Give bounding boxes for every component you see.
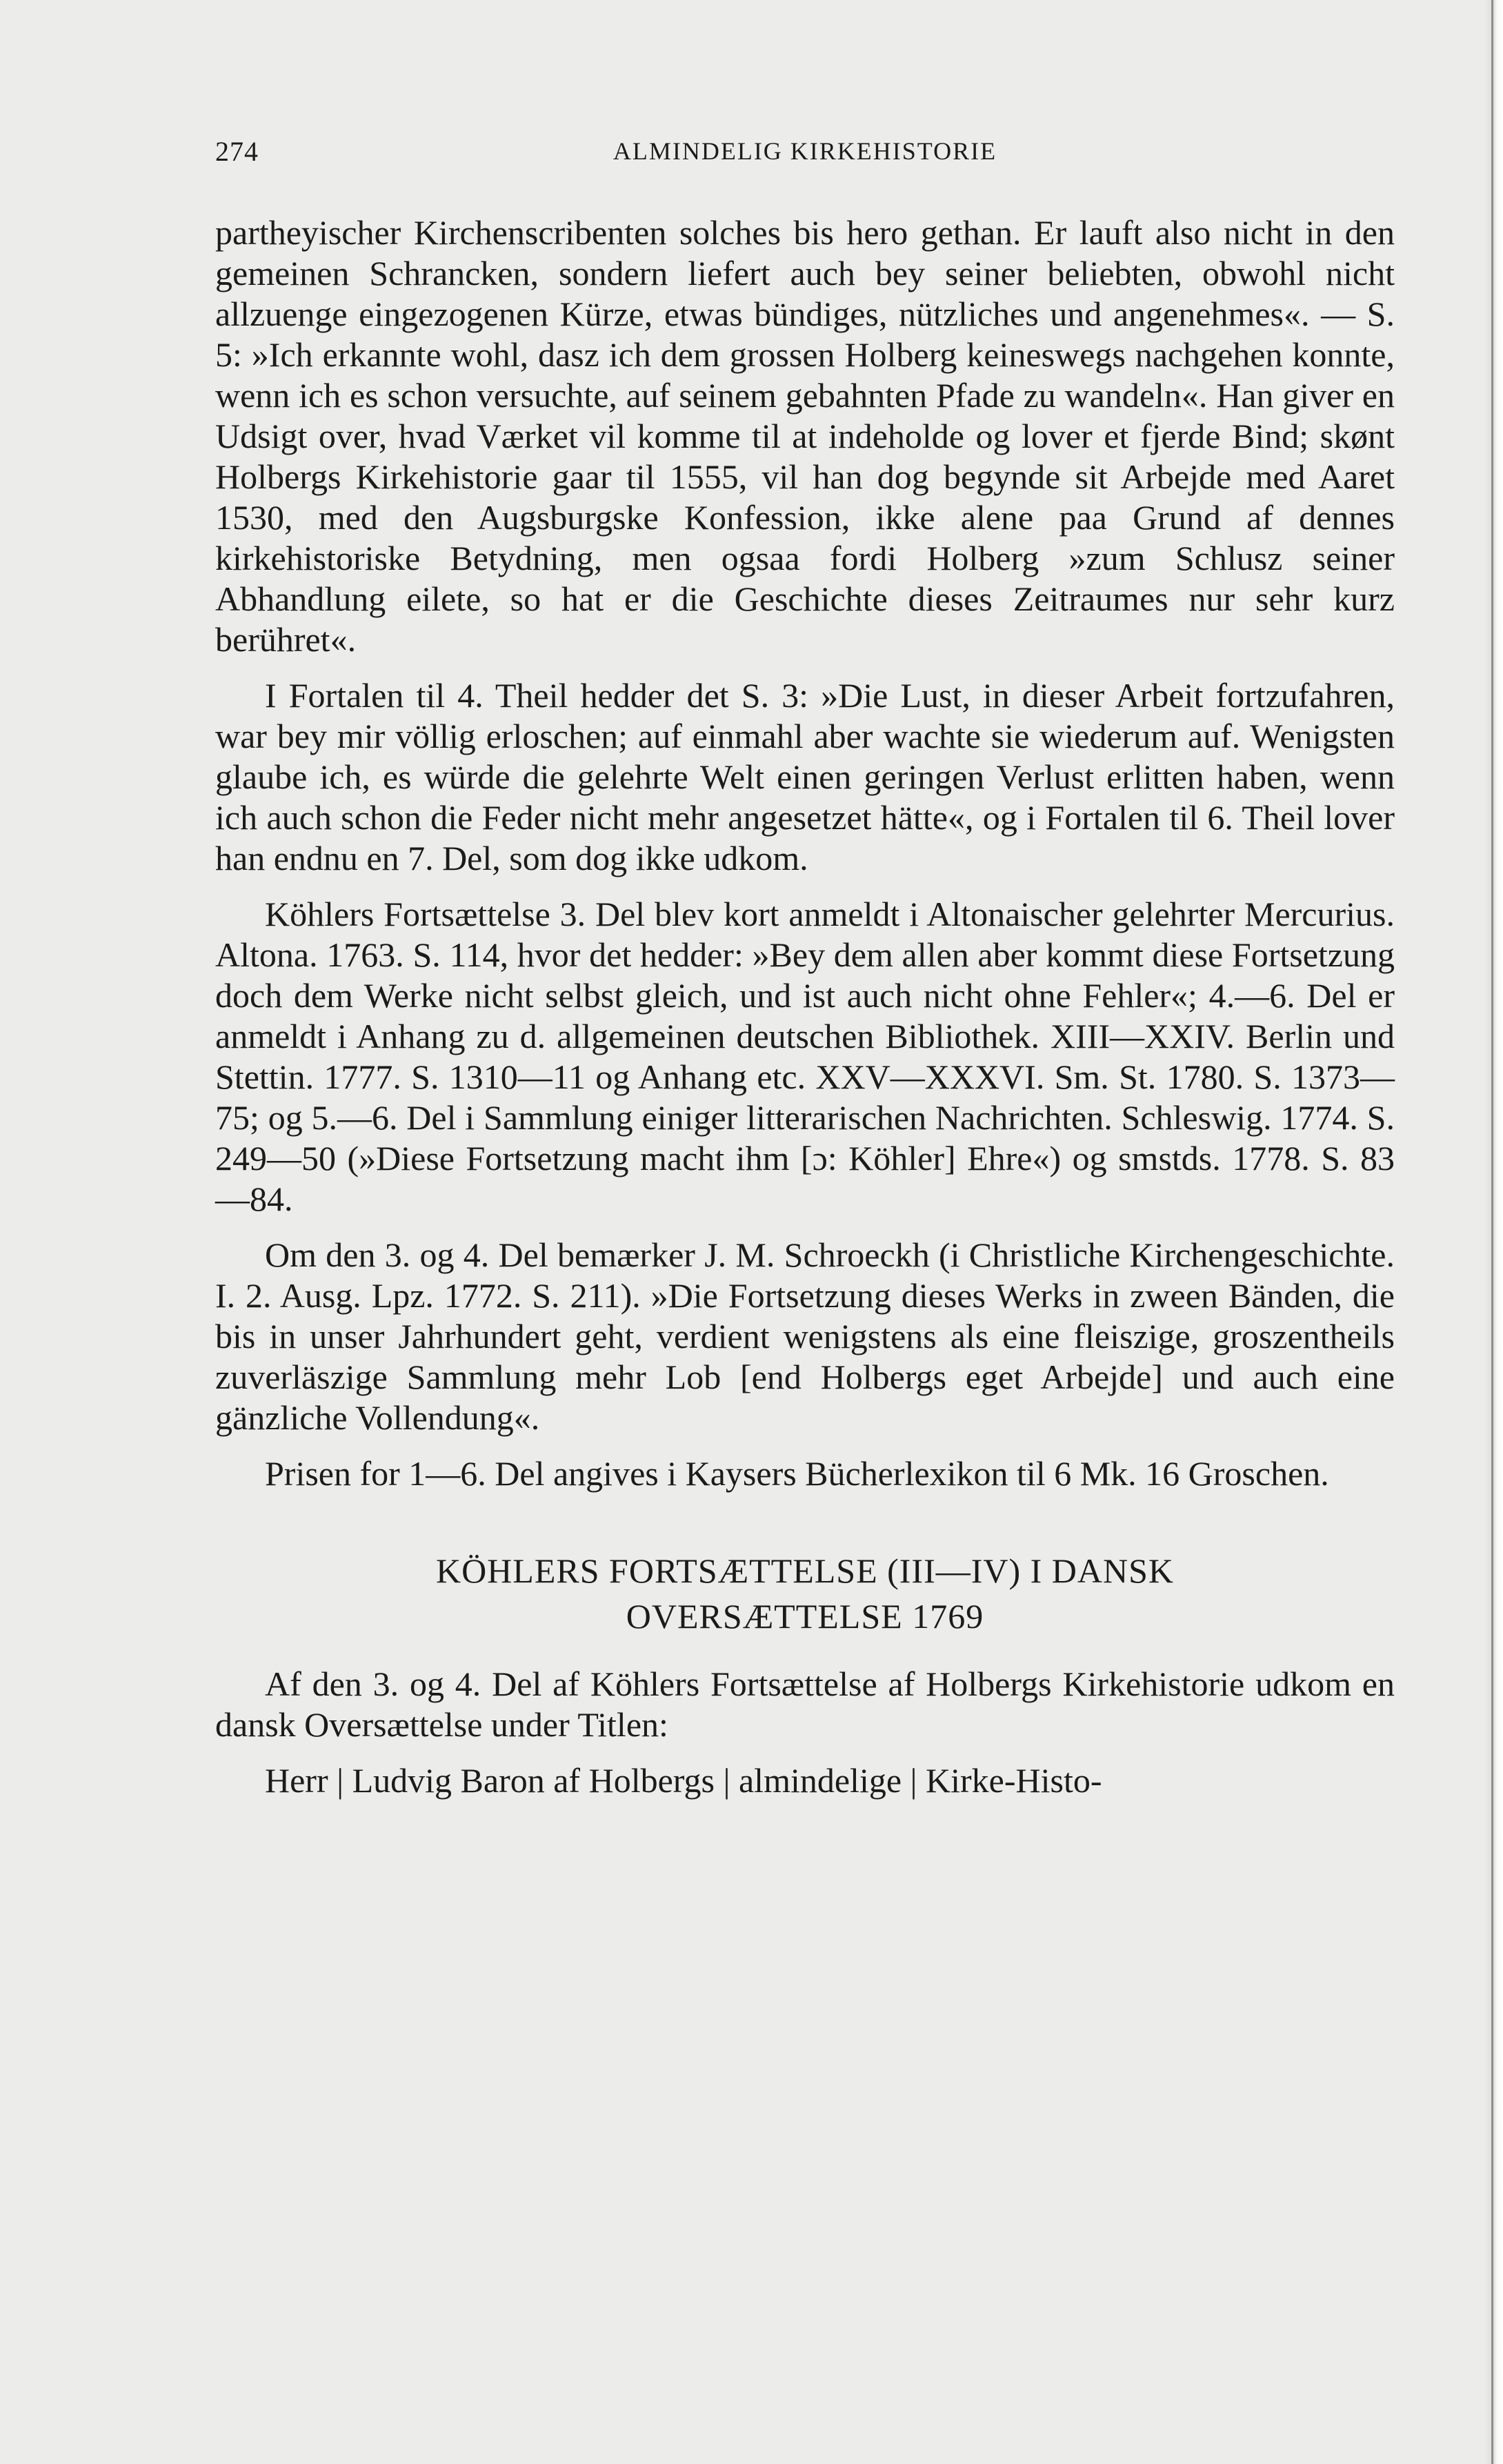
section-heading [215,1548,1395,1639]
page-edge [1491,0,1503,2464]
page-header [215,135,1395,183]
page-number: 274 [215,136,259,167]
paragraph: partheyischer Kirchenscribenten solches bis hero gethan. Er lauft also nicht in den gemeinen Schrancken, sondern liefert auch bey seiner beliebten, obwohl nicht allzuenge eingezogenen Kürze, etwas bündiges, nützliches und angenehmes«. — S. 5: »Ich erkannte wohl, dasz ich dem grossen Holberg keineswegs nachgehen konnte, wenn ich es schon versuchte, auf seinem gebahnten Pfade zu wandeln«. Han giver en Udsigt over, hvad Værket vil komme til at indeholde og lover et fjerde Bind; skønt Holbergs Kirkehistorie gaar til 1555, vil han dog begynde sit Arbejde med Aaret 1530, med den Augsburgske Konfession, ikke alene paa Grund af dennes kirkehistoriske Betydning, men ogsaa fordi Holberg »zum Schlusz seiner Abhandlung eilete, so hat er die Geschichte dieses Zeitraumes nur sehr kurz berühret«. [215,213,1395,659]
page-edge-shadow [1484,0,1491,2464]
paragraph: Köhlers Fortsættelse 3. Del blev kort anmeldt i Altonaischer gelehrter Mercurius. Altona. 1763. S. 114, hvor det hedder: »Bey dem allen aber kommt diese Fortsetzung doch dem Werke nicht selbst gleich, und ist auch nicht ohne Fehler«; 4.—6. Del er anmeldt i Anhang zu d. allgemeinen deutschen Bibliothek. XIII—XXIV. Berlin und Stettin. 1777. S. 1310—11 og Anhang etc. XXV—XXXVI. Sm. St. 1780. S. 1373—75; og 5.—6. Del i Sammlung einiger litterarischen Nachrichten. Schleswig. 1774. S. 249—50 (»Diese Fortsetzung macht ihm [ɔ: Köhler] Ehre«) og smstds. 1778. S. 83—84. [215,895,1395,1218]
paragraph: Om den 3. og 4. Del bemærker J. M. Schroeckh (i Christliche Kirchengeschichte. I. 2. Ausg. Lpz. 1772. S. 211). »Die Fortsetzung dieses Werks in zween Bänden, die bis in unser Jahrhundert geht, verdient wenigstens als eine fleiszige, groszentheils zuverläszige Sammlung mehr Lob [end Holbergs eget Arbejde] und auch eine gänzliche Vollendung«. [215,1235,1395,1437]
section-heading-line: KÖHLERS FORTSÆTTELSE (III—IV) I DANSK [435,1551,1175,1590]
paragraph: Prisen for 1—6. Del angives i Kaysers Bücherlexikon til 6 Mk. 16 Groschen. [265,1454,1329,1493]
running-head: ALMINDELIG KIRKEHISTORIE [613,137,997,165]
body-text [215,212,1395,1801]
paragraph: I Fortalen til 4. Theil hedder det S. 3: »Die Lust, in dieser Arbeit fortzufahren, war bey mir völlig erloschen; auf einmahl aber wachte sie wiederum auf. Wenigsten glaube ich, es würde die gelehrte Welt einen geringen Verlust erlitten haben, wenn ich auch schon die Feder nicht mehr angesetzet hätte«, og i Fortalen til 6. Theil lover han endnu en 7. Del, som dog ikke udkom. [215,676,1395,877]
section-heading-line: OVERSÆTTELSE 1769 [626,1597,984,1636]
paragraph: Herr | Ludvig Baron af Holbergs | almindelige | Kirke-Histo- [265,1761,1102,1800]
paragraph: Af den 3. og 4. Del af Köhlers Fortsættelse af Holbergs Kirkehistorie udkom en dansk Oversættelse under Titlen: [215,1665,1395,1744]
